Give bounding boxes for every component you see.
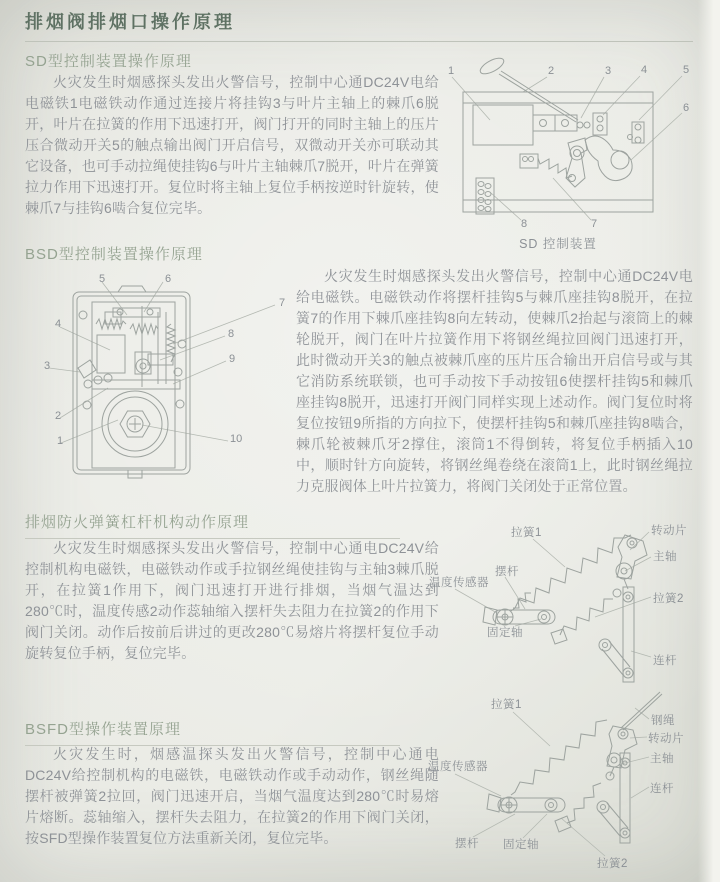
callout-number: 3: [605, 65, 612, 77]
label-temperature-sensor: 温度传感器: [428, 761, 488, 773]
section-heading-bsd: BSD型控制装置操作原理: [25, 246, 203, 263]
label-link-bar: 连杆: [653, 655, 677, 667]
spring-2: [567, 783, 601, 823]
label-swing-lever: 摆杆: [455, 838, 479, 850]
label-swing-lever: 摆杆: [495, 566, 519, 578]
callout-number: 7: [591, 218, 598, 230]
bsd-callouts: [44, 273, 285, 447]
callout-number: 2: [548, 65, 555, 77]
sd-housing: [463, 55, 653, 214]
callout-number: 6: [165, 273, 172, 285]
label-fixed-shaft: 固定轴: [503, 839, 539, 851]
bsd-device: [73, 286, 190, 478]
section-heading-bsfd: BSFD型操作装置原理: [25, 718, 400, 746]
bsfd-mechanism: [487, 692, 662, 843]
callout-number: 6: [683, 102, 690, 114]
callout-number: 7: [279, 297, 286, 309]
label-link-bar: 连杆: [650, 783, 674, 795]
label-spring1: 拉簧1: [491, 699, 522, 711]
label-rotating-piece: 转动片: [648, 733, 684, 745]
label-spring2: 拉簧2: [653, 593, 684, 605]
lever-labels: [429, 523, 687, 667]
callout-number: 1: [448, 65, 455, 77]
spring-1: [511, 720, 607, 795]
callout-number: 10: [230, 433, 243, 445]
paragraph-lever: 火灾发生时烟感探头发出火警信号，控制中心通电DC24V给控制机构电磁铁，电磁铁动作或手拉钢丝绳使挂钩与主轴3棘爪脱开，在拉簧1作用下，阀门迅速打开进行排烟，当烟气温达到280℃时，温度传感2动作蕊轴缩入摆杆失去阻力在拉簧2的作用下阀门关闭。动作后按前后讲过的更改280℃易熔片将摆杆复位手动旋转复位手柄，复位完毕。: [25, 540, 439, 661]
section-heading-sd: SD型控制装置操作原理: [25, 53, 192, 70]
callout-number: 5: [683, 64, 690, 76]
paragraph-sd: 火灾发生时烟感探头发出火警信号，控制中心通DC24V电给电磁铁1电磁铁动作通过连接片将挂钩3与叶片主轴上的棘爪6脱开，叶片在拉簧的作用下迅速打开，阀门打开的同时主轴上的压片压合微动开关5的触点输出阀门开启信号，双微动开关亦可联动其它设备，也可手动拉绳使挂钩6与叶片主轴棘爪7脱开，叶片在弹簧拉力作用下迅速打开。复位时将主轴上复位手柄按逆时针旋转，使棘爪7与挂钩6啮合复位完毕。: [25, 74, 439, 216]
figure-sd-control-device: [435, 58, 715, 258]
callout-number: 5: [99, 273, 106, 285]
callout-number: 2: [55, 410, 62, 422]
page-title: 排烟阀排烟口操作原理: [25, 8, 693, 42]
callout-number: 8: [521, 218, 528, 230]
label-rotating-piece: 转动片: [651, 525, 687, 537]
sd-spring: [538, 158, 572, 178]
figure-bsfd-mechanism: [425, 688, 720, 882]
callout-number: 4: [641, 64, 648, 76]
figure-caption-sd: SD 控制装置: [519, 237, 597, 251]
figure-bsd-control-device: [30, 272, 290, 490]
bsd-spring-top-right: [130, 324, 158, 334]
callout-number: 4: [55, 318, 62, 330]
label-steel-rope: 钢绳: [651, 715, 675, 727]
label-fixed-shaft: 固定轴: [487, 627, 523, 639]
paragraph-bsfd: 火灾发生时，烟感温探头发出火警信号，控制中心通电DC24V给控制机构的电磁铁，电磁铁动作或手动动作，钢丝绳随摆杆被弹簧2拉回，阀门迅速开启，当烟气温度达到280℃时易熔片熔断。蕊轴缩入，摆杆失去阻力，在拉簧2的作用下阀门关闭，按SFD型操作装置复位方法重新关闭，复位完毕。: [25, 746, 439, 846]
callout-number: 1: [57, 435, 64, 447]
sd-second-switch: [632, 122, 644, 143]
leader-lines: [452, 76, 682, 220]
callout-number: 9: [229, 353, 236, 365]
bsd-electromagnet: [97, 335, 125, 373]
fixed-shaft: [538, 611, 550, 623]
bsd-outer-case: [73, 292, 190, 474]
lever-mechanism: [483, 535, 647, 682]
callout-number: 8: [228, 328, 235, 340]
sd-pull-cord-loop: [478, 55, 506, 77]
fixed-shaft: [545, 799, 557, 811]
label-main-shaft: 主轴: [653, 551, 677, 563]
section-heading-lever: 排烟防火弹簧杠杆机构动作原理: [25, 511, 400, 539]
spring-1: [511, 535, 631, 611]
main-shaft: [607, 753, 621, 767]
label-main-shaft: 主轴: [650, 753, 674, 765]
callout-number: 3: [44, 360, 51, 372]
label-temperature-sensor: 温度传感器: [429, 577, 489, 589]
label-spring2: 拉簧2: [597, 858, 628, 870]
figure-lever-mechanism: [425, 505, 720, 700]
bsd-hook-plate: [78, 360, 96, 378]
spring-2: [560, 599, 613, 635]
bsfd-labels: [428, 697, 684, 870]
label-spring1: 拉簧1: [511, 527, 542, 539]
sd-cam: [585, 136, 632, 181]
paragraph-bsd: 火灾发生时烟感探头发出火警信号，控制中心通DC24V电给电磁铁。电磁铁动作将摆杆挂钩5与棘爪座挂钩8脱开，在拉簧7的作用下棘爪座挂钩8向左转动，使棘爪2抬起与滚筒上的棘轮脱开，阀门在叶片拉簧作用下将钢丝绳拉回阀门迅速打开，此时微动开关3的触点被棘爪座的压片压合输出开启信号或与其它消防系统联锁，也可手动按下手动按钮6使摆杆挂钩5和棘爪座挂钩8脱开，迅速打开阀门同样实现上述动作。阀门复位时将复位按钮9所指的方向拉下，使摆杆挂钩5和棘爪座挂钩8啮合，棘爪轮被棘爪牙2撑住，滚筒1不得倒转，将复位手柄插入10中，顺时针方向旋转，将钢丝绳卷绕在滚筒1上，此时钢丝绳拉力克服阀体上叶片拉簧力，将阀门关闭处于正常位置。: [296, 268, 693, 494]
